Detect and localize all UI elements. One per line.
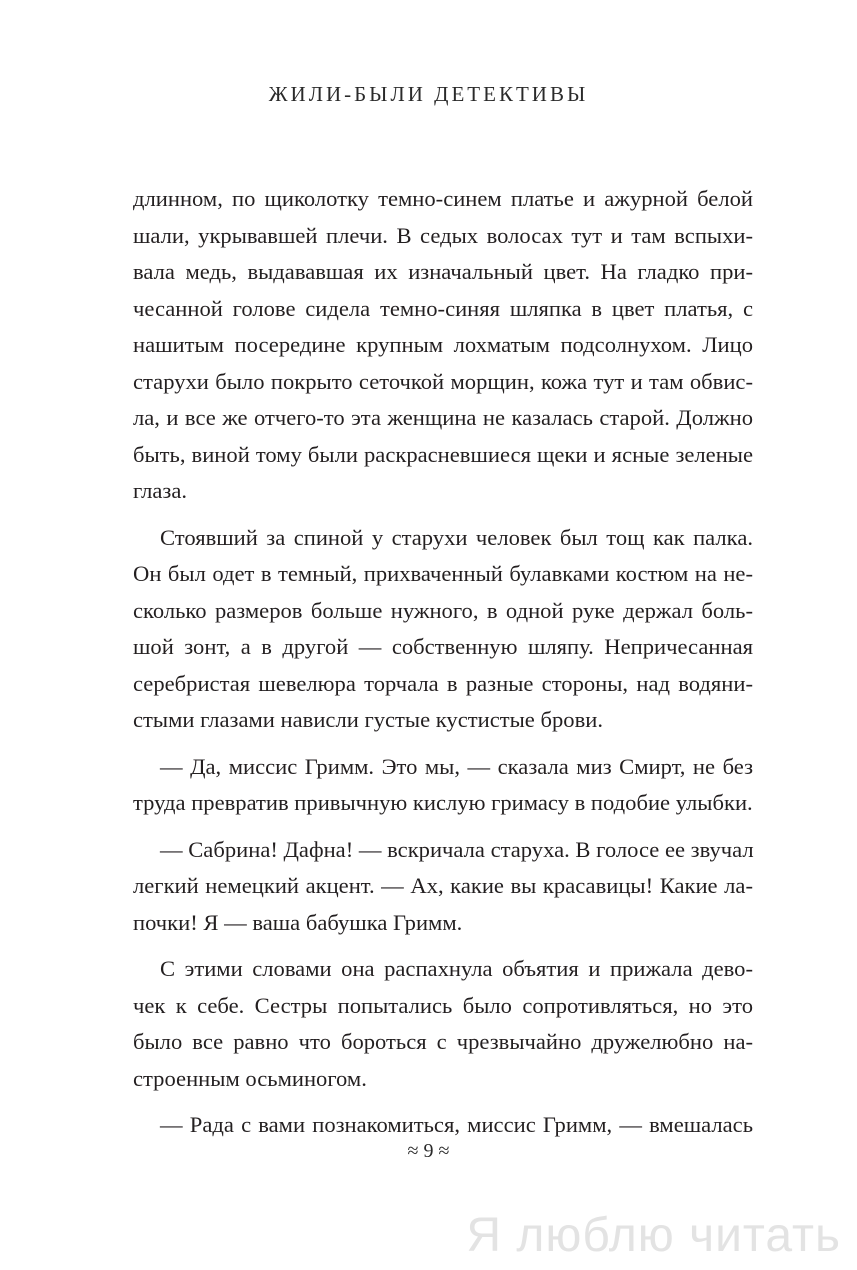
text-line: было все равно что бороться с чрезвычайно дружелюбно на- xyxy=(133,1029,753,1054)
text-line: — Рада с вами познакомиться, миссис Гримм, — вмешалась xyxy=(160,1112,753,1137)
text-line: почки! Я — ваша бабушка Гримм. xyxy=(133,909,463,935)
paragraph xyxy=(133,749,753,822)
text-line: серебристая шевелюра торчала в разные стороны, над водяни- xyxy=(133,670,753,696)
text-line: шали, укрывавшей плечи. В седых волосах тут и там вспыхи- xyxy=(133,222,753,248)
text-line: Он был одет в темный, прихваченный булавками костюм на не- xyxy=(133,561,753,586)
text-line: глаза. xyxy=(133,478,188,503)
paragraph xyxy=(133,520,753,739)
paragraph xyxy=(133,181,753,510)
paragraph-gap xyxy=(133,822,753,832)
text-line: чесанной голове сидела темно-синяя шляпка в цвет платья, с xyxy=(133,295,753,321)
paragraph-gap xyxy=(133,739,753,749)
text-line: вала медь, выдававшая их изначальный цвет. На гладко при- xyxy=(133,259,753,284)
text-line: быть, виной тому были раскрасневшиеся щеки и ясные зеленые xyxy=(133,441,753,467)
text-line: С этими словами она распахнула объятия и прижала дево- xyxy=(160,956,753,981)
watermark: Я люблю читать xyxy=(466,1209,841,1262)
text-line: труда превратив привычную кислую гримасу в подобие улыбки. xyxy=(133,790,753,815)
paragraph xyxy=(133,832,753,942)
paragraph xyxy=(133,1107,753,1144)
text-line: ла, и все же отчего-то эта женщина не казалась старой. Должно xyxy=(133,405,753,430)
paragraph-gap xyxy=(133,1097,753,1107)
text-line: — Да, миссис Гримм. Это мы, — сказала миз Смирт, не без xyxy=(160,753,753,779)
text-line: шой зонт, а в другой — собственную шляпу. Непричесанная xyxy=(133,634,753,659)
paragraph xyxy=(133,951,753,1097)
text-line: чек к себе. Сестры попытались было сопротивляться, но это xyxy=(133,992,753,1018)
text-line: Стоявший за спиной у старухи человек был тощ как палка. xyxy=(160,524,753,550)
text-line: сколько размеров больше нужного, в одной руке держал боль- xyxy=(133,597,753,623)
text-line: нашитым посередине крупным лохматым подсолнухом. Лицо xyxy=(133,332,753,357)
page-number: ≈ 9 ≈ xyxy=(407,1140,450,1162)
text-line: стыми глазами нависли густые кустистые брови. xyxy=(133,707,603,732)
text-line: строенным осьминогом. xyxy=(133,1065,367,1091)
body-text xyxy=(133,181,753,1144)
paragraph-gap xyxy=(133,941,753,951)
running-head: ЖИЛИ-БЫЛИ ДЕТЕКТИВЫ xyxy=(268,82,589,106)
text-line: легкий немецкий акцент. — Ах, какие вы красавицы! Какие ла- xyxy=(133,873,753,898)
paragraph-gap xyxy=(133,510,753,520)
text-line: — Сабрина! Дафна! — вскричала старуха. В голосе ее звучал xyxy=(160,836,754,862)
text-line: старухи было покрыто сеточкой морщин, кожа тут и там обвис- xyxy=(133,368,753,394)
text-line: длинном, по щиколотку темно-синем платье и ажурной белой xyxy=(133,186,753,211)
